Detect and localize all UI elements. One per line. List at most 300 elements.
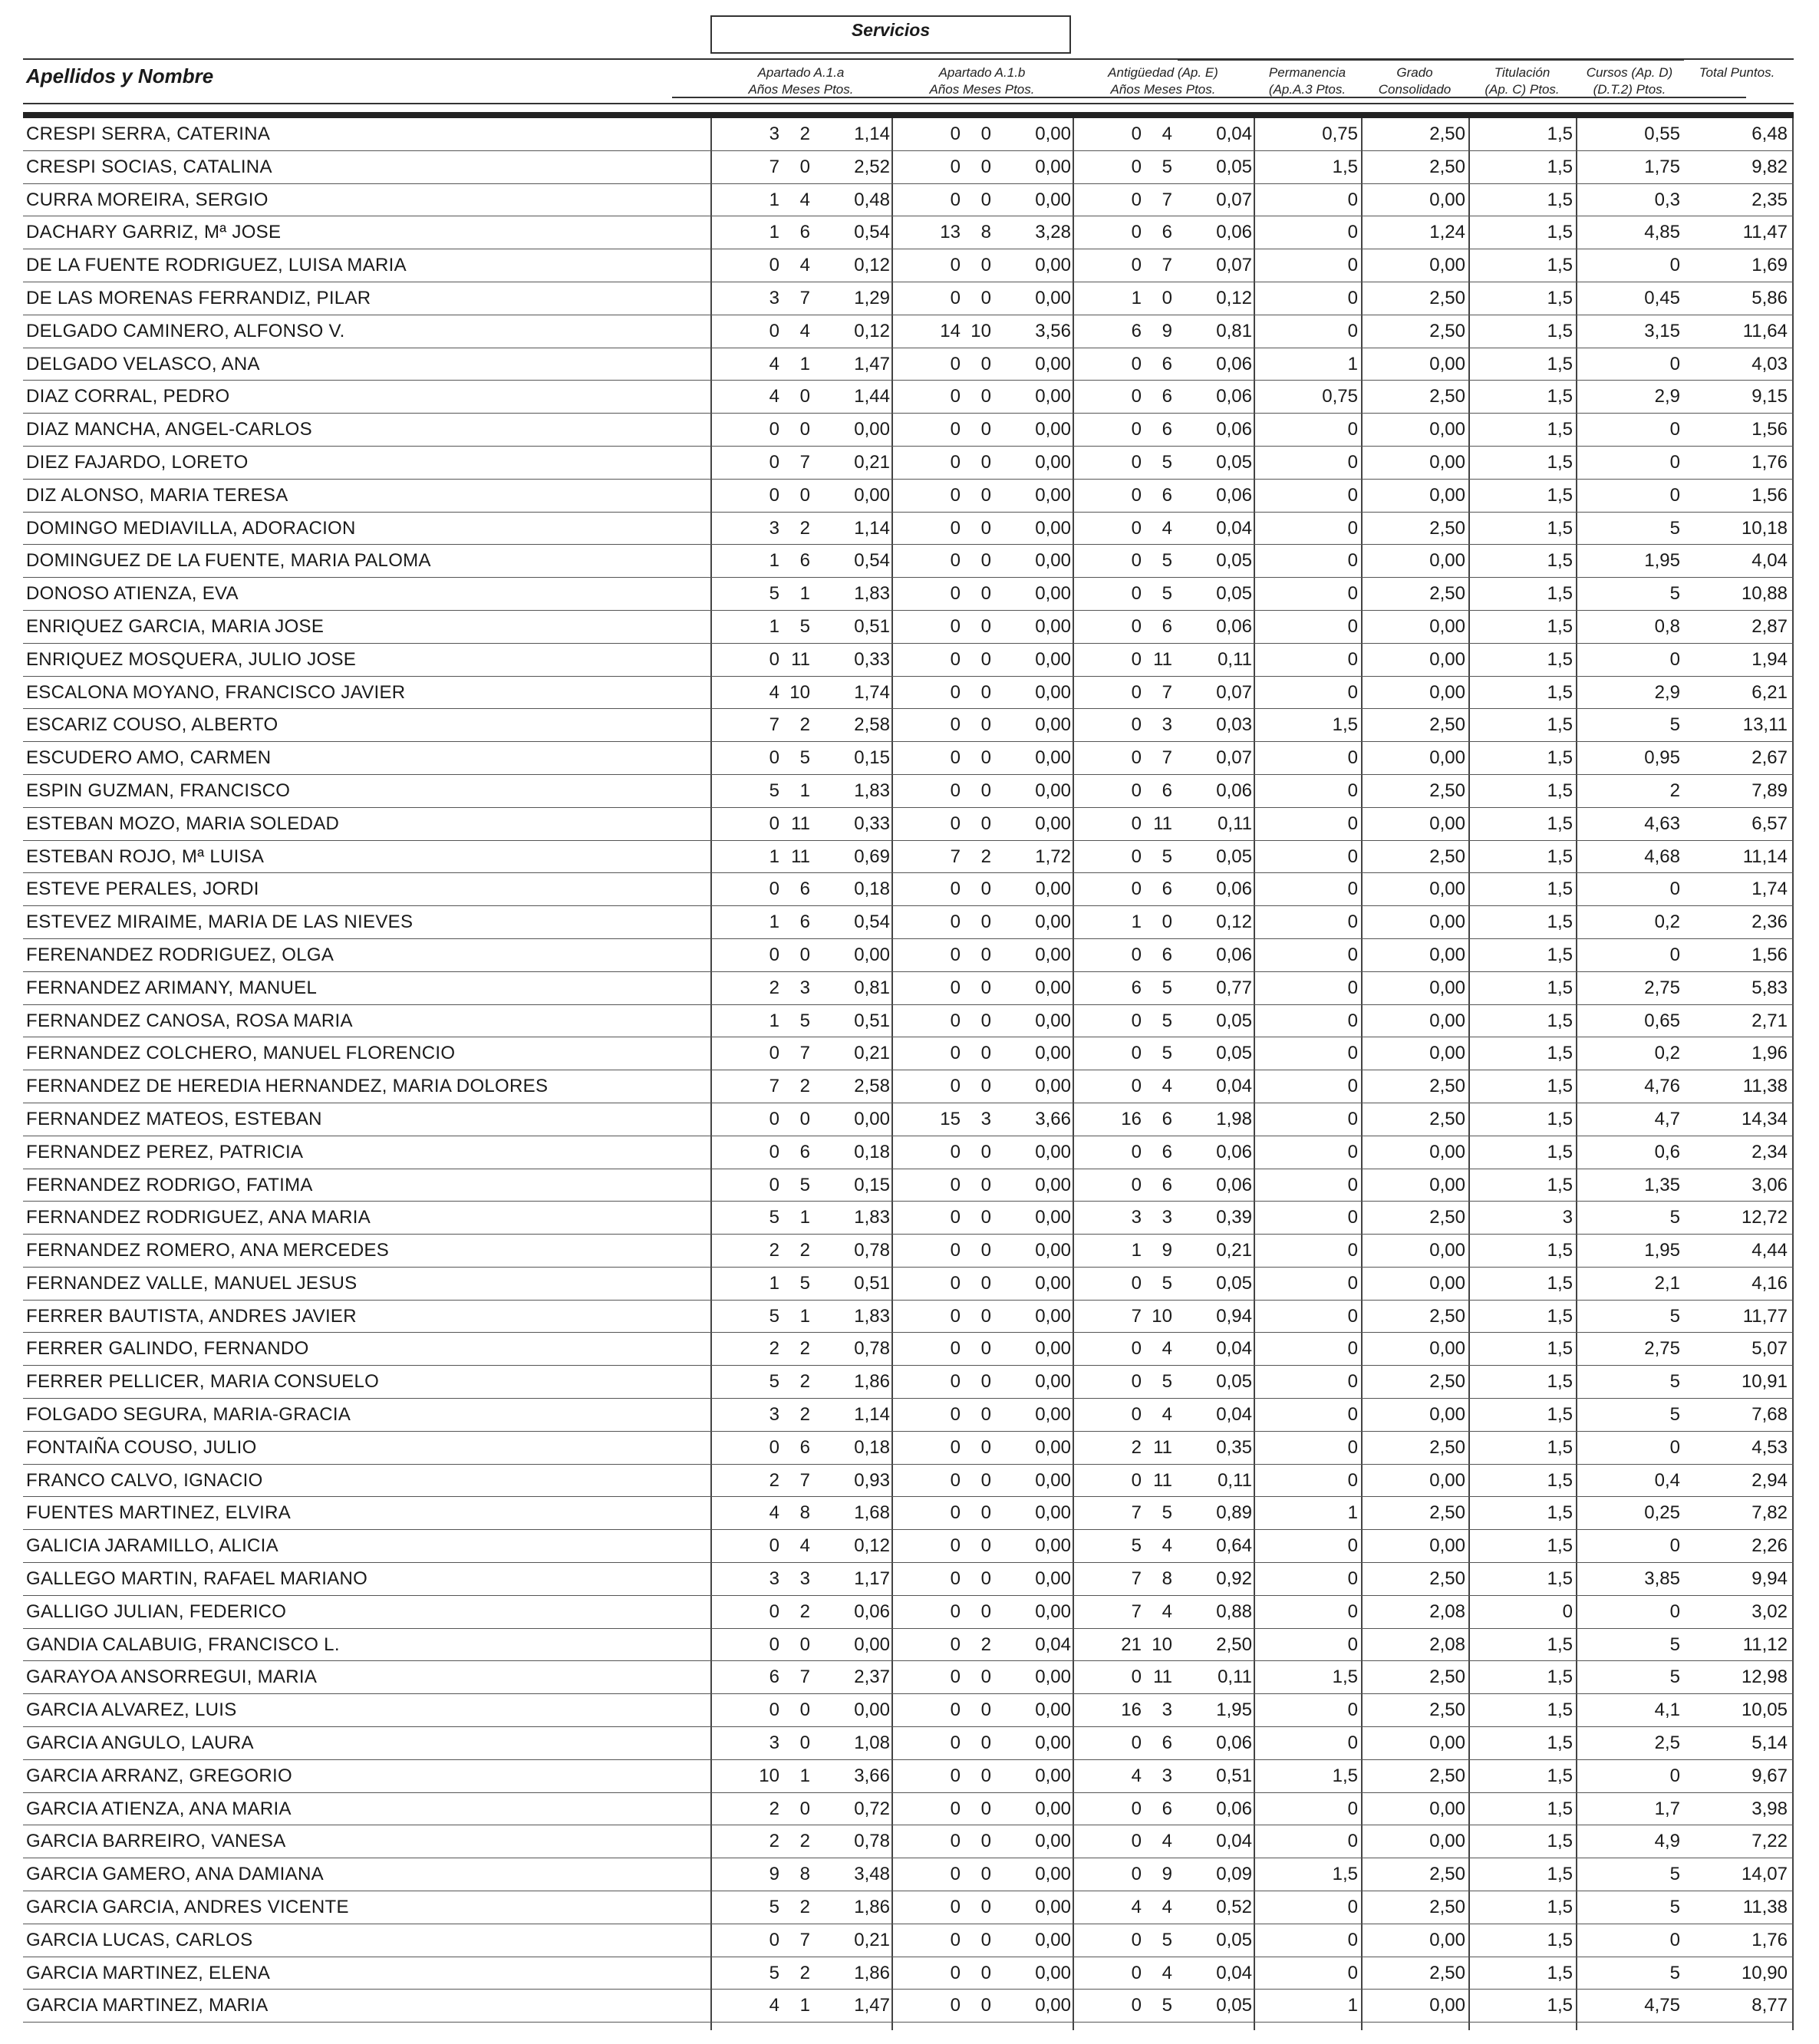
cell-total-puntos: 1,56 — [1751, 419, 1788, 440]
cell-a1b-ptos: 3,66 — [1035, 1108, 1071, 1129]
cell-a1a-ptos: 1,68 — [854, 1502, 890, 1524]
cell-titulacion-ptos: 1,5 — [1547, 1240, 1573, 1261]
table-row — [23, 1366, 1794, 1399]
cell-a1b-anos: 0 — [950, 681, 961, 703]
cell-permanencia-ptos: 0 — [1347, 1141, 1358, 1162]
table-row — [23, 709, 1794, 742]
cell-a1a-ptos: 0,54 — [854, 222, 890, 243]
cell-nombre: DELGADO CAMINERO, ALFONSO V. — [26, 320, 345, 341]
cell-antiguedad-meses: 9 — [1162, 1864, 1172, 1885]
cell-total-puntos: 11,77 — [1742, 1305, 1788, 1327]
cell-nombre: GARCIA GAMERO, ANA DAMIANA — [26, 1864, 324, 1885]
cell-grado-consolidado: 2,50 — [1429, 1568, 1465, 1590]
cell-titulacion-ptos: 1,5 — [1547, 846, 1573, 867]
cell-cursos-ptos: 4,9 — [1654, 1831, 1680, 1852]
cell-total-puntos: 12,72 — [1741, 1207, 1788, 1228]
cell-permanencia-ptos: 0 — [1347, 1371, 1358, 1393]
cell-total-puntos: 9,94 — [1751, 1568, 1788, 1590]
cell-total-puntos: 1,96 — [1751, 1043, 1788, 1064]
cell-a1a-anos: 7 — [769, 156, 779, 177]
cell-a1b-anos: 0 — [950, 484, 961, 506]
cell-a1b-meses: 0 — [980, 1601, 991, 1622]
cell-a1b-meses: 0 — [980, 1864, 991, 1885]
cell-a1a-meses: 4 — [799, 320, 810, 341]
cell-titulacion-ptos: 1,5 — [1547, 550, 1573, 572]
cell-titulacion-ptos: 1,5 — [1547, 255, 1573, 276]
cell-a1b-anos: 0 — [950, 977, 961, 998]
cell-permanencia-ptos: 0 — [1347, 287, 1358, 308]
cell-a1a-meses: 0 — [799, 1634, 810, 1655]
cell-total-puntos: 9,15 — [1751, 386, 1788, 407]
cell-a1a-ptos: 2,52 — [854, 156, 890, 177]
cell-a1b-meses: 0 — [980, 517, 991, 539]
cell-antiguedad-anos: 7 — [1131, 1601, 1142, 1622]
cell-antiguedad-anos: 0 — [1131, 1962, 1142, 1983]
cell-a1b-anos: 0 — [950, 156, 961, 177]
cell-nombre: DE LA FUENTE RODRIGUEZ, LUISA MARIA — [26, 255, 407, 276]
cell-nombre: GARCIA ALVAREZ, LUIS — [26, 1699, 237, 1721]
cell-a1a-anos: 0 — [769, 1141, 779, 1162]
cell-a1b-anos: 0 — [950, 1141, 961, 1162]
cell-total-puntos: 2,36 — [1751, 912, 1788, 933]
cell-a1b-ptos: 0,00 — [1035, 189, 1071, 210]
cell-titulacion-ptos: 1,5 — [1547, 1568, 1573, 1590]
cell-a1b-meses: 0 — [980, 156, 991, 177]
cell-permanencia-ptos: 0 — [1347, 1798, 1358, 1819]
cell-grado-consolidado: 2,50 — [1429, 1305, 1465, 1327]
cell-a1b-ptos: 0,00 — [1035, 156, 1071, 177]
cell-a1a-ptos: 0,51 — [854, 1010, 890, 1031]
cell-titulacion-ptos: 1,5 — [1547, 1272, 1573, 1294]
cell-a1b-meses: 0 — [980, 1043, 991, 1064]
cell-permanencia-ptos: 0 — [1347, 780, 1358, 801]
cell-nombre: FERRER PELLICER, MARIA CONSUELO — [26, 1371, 380, 1393]
cell-antiguedad-ptos: 0,07 — [1216, 747, 1252, 769]
cell-a1a-meses: 0 — [799, 156, 810, 177]
cell-a1a-anos: 5 — [769, 1207, 779, 1228]
cell-antiguedad-meses: 4 — [1162, 1601, 1172, 1622]
cell-antiguedad-ptos: 0,11 — [1218, 813, 1252, 834]
cell-permanencia-ptos: 0 — [1347, 1634, 1358, 1655]
cell-a1a-meses: 0 — [799, 419, 810, 440]
cell-nombre: DOMINGUEZ DE LA FUENTE, MARIA PALOMA — [26, 550, 431, 572]
cell-a1a-ptos: 0,18 — [854, 1436, 890, 1458]
cell-a1b-meses: 0 — [980, 1469, 991, 1491]
cell-titulacion-ptos: 1,5 — [1547, 1141, 1573, 1162]
cell-permanencia-ptos: 0 — [1347, 1962, 1358, 1983]
cell-a1a-meses: 11 — [791, 846, 810, 867]
cell-antiguedad-anos: 0 — [1131, 1076, 1142, 1097]
cell-permanencia-ptos: 0 — [1347, 419, 1358, 440]
cell-a1a-ptos: 1,29 — [854, 287, 890, 308]
cell-a1b-ptos: 0,00 — [1035, 1404, 1071, 1426]
cell-antiguedad-anos: 0 — [1131, 1798, 1142, 1819]
cell-nombre: FERNANDEZ COLCHERO, MANUEL FLORENCIO — [26, 1043, 456, 1064]
cell-antiguedad-meses: 7 — [1162, 747, 1172, 769]
cell-grado-consolidado: 0,00 — [1429, 879, 1465, 900]
cell-titulacion-ptos: 1,5 — [1547, 1043, 1573, 1064]
cell-permanencia-ptos: 1,5 — [1332, 1667, 1358, 1688]
cell-antiguedad-ptos: 0,05 — [1216, 1371, 1252, 1393]
table-row — [23, 1825, 1794, 1858]
cell-permanencia-ptos: 0 — [1347, 977, 1358, 998]
cell-a1b-anos: 0 — [950, 1207, 961, 1228]
cell-total-puntos: 7,22 — [1751, 1831, 1788, 1852]
cell-grado-consolidado: 2,50 — [1429, 156, 1465, 177]
cell-a1a-meses: 1 — [799, 1765, 810, 1786]
cell-total-puntos: 2,87 — [1751, 615, 1788, 637]
cell-a1a-meses: 2 — [799, 1338, 810, 1360]
cell-cursos-ptos: 2,9 — [1654, 681, 1680, 703]
cell-antiguedad-ptos: 0,07 — [1216, 255, 1252, 276]
cell-a1b-anos: 0 — [950, 1568, 961, 1590]
cell-antiguedad-anos: 0 — [1131, 747, 1142, 769]
cell-a1a-meses: 3 — [799, 1568, 810, 1590]
cell-permanencia-ptos: 0 — [1347, 1535, 1358, 1557]
cell-nombre: FERNANDEZ PEREZ, PATRICIA — [26, 1141, 304, 1162]
cell-nombre: GALLEGO MARTIN, RAFAEL MARIANO — [26, 1568, 368, 1590]
cell-a1a-anos: 1 — [769, 1272, 779, 1294]
cell-a1a-anos: 0 — [769, 1436, 779, 1458]
cell-antiguedad-meses: 9 — [1162, 1240, 1172, 1261]
cell-grado-consolidado: 0,00 — [1429, 648, 1465, 670]
cell-permanencia-ptos: 0 — [1347, 1338, 1358, 1360]
cell-a1a-meses: 1 — [799, 1207, 810, 1228]
cell-a1a-ptos: 1,74 — [854, 681, 890, 703]
cell-permanencia-ptos: 0 — [1347, 320, 1358, 341]
cell-a1a-meses: 2 — [799, 1962, 810, 1983]
cell-total-puntos: 11,64 — [1742, 320, 1788, 341]
cell-total-puntos: 11,38 — [1742, 1076, 1788, 1097]
cell-a1b-ptos: 0,00 — [1035, 1765, 1071, 1786]
cell-titulacion-ptos: 1,5 — [1547, 1962, 1573, 1983]
cell-nombre: FERNANDEZ RODRIGUEZ, ANA MARIA — [26, 1207, 371, 1228]
cell-a1b-meses: 3 — [980, 1108, 991, 1129]
cell-a1a-anos: 2 — [769, 1338, 779, 1360]
cell-nombre: ENRIQUEZ MOSQUERA, JULIO JOSE — [26, 648, 357, 670]
cell-a1b-ptos: 0,04 — [1035, 1634, 1071, 1655]
cell-a1b-meses: 0 — [980, 681, 991, 703]
cell-titulacion-ptos: 1,5 — [1547, 1798, 1573, 1819]
cell-a1b-ptos: 0,00 — [1035, 1864, 1071, 1885]
cell-a1a-ptos: 0,51 — [854, 615, 890, 637]
cell-a1b-ptos: 0,00 — [1035, 813, 1071, 834]
column-header-a1b: Apartado A.1.b Años Meses Ptos. — [929, 65, 1035, 97]
cell-a1b-ptos: 0,00 — [1035, 1732, 1071, 1754]
cell-a1a-ptos: 0,12 — [854, 1535, 890, 1557]
cell-nombre: DOMINGO MEDIAVILLA, ADORACION — [26, 517, 356, 539]
cell-titulacion-ptos: 1,5 — [1547, 615, 1573, 637]
cell-titulacion-ptos: 1,5 — [1547, 1305, 1573, 1327]
cell-a1b-anos: 0 — [950, 517, 961, 539]
cell-a1b-anos: 0 — [950, 912, 961, 933]
cell-antiguedad-ptos: 0,09 — [1216, 1864, 1252, 1885]
cell-antiguedad-ptos: 0,05 — [1216, 1010, 1252, 1031]
cell-grado-consolidado: 2,50 — [1429, 1108, 1465, 1129]
cell-antiguedad-ptos: 0,12 — [1216, 912, 1252, 933]
cell-a1b-anos: 0 — [950, 1010, 961, 1031]
cell-a1a-anos: 7 — [769, 714, 779, 736]
cell-total-puntos: 10,05 — [1741, 1699, 1788, 1721]
cell-a1b-meses: 0 — [980, 1568, 991, 1590]
cell-antiguedad-meses: 3 — [1162, 1699, 1172, 1721]
cell-a1b-meses: 0 — [980, 386, 991, 407]
cell-a1b-meses: 0 — [980, 714, 991, 736]
cell-a1b-ptos: 1,72 — [1035, 846, 1071, 867]
cell-a1a-ptos: 0,48 — [854, 189, 890, 210]
table-row — [23, 1694, 1794, 1727]
cell-antiguedad-ptos: 0,06 — [1216, 386, 1252, 407]
cell-antiguedad-anos: 0 — [1131, 156, 1142, 177]
cell-a1b-meses: 0 — [980, 1995, 991, 2016]
cell-total-puntos: 2,71 — [1751, 1010, 1788, 1031]
cell-titulacion-ptos: 1,5 — [1547, 1831, 1573, 1852]
cell-grado-consolidado: 2,50 — [1429, 287, 1465, 308]
table-row — [23, 808, 1794, 841]
cell-a1a-ptos: 1,14 — [854, 517, 890, 539]
table-row — [23, 1103, 1794, 1136]
cell-antiguedad-anos: 0 — [1131, 550, 1142, 572]
cell-cursos-ptos: 5 — [1669, 1634, 1680, 1655]
cell-a1a-anos: 0 — [769, 1535, 779, 1557]
cell-antiguedad-ptos: 0,11 — [1218, 1469, 1252, 1491]
cell-total-puntos: 11,38 — [1742, 1897, 1788, 1918]
cell-a1b-ptos: 0,00 — [1035, 124, 1071, 144]
cell-grado-consolidado: 0,00 — [1429, 1732, 1465, 1754]
cell-nombre: DIEZ FAJARDO, LORETO — [26, 451, 249, 473]
cell-a1a-ptos: 0,33 — [854, 648, 890, 670]
cell-a1a-ptos: 0,21 — [854, 451, 890, 473]
cell-a1a-ptos: 0,69 — [854, 846, 890, 867]
cell-total-puntos: 3,06 — [1751, 1174, 1788, 1195]
cell-total-puntos: 10,91 — [1741, 1371, 1788, 1393]
cell-nombre: DONOSO ATIENZA, EVA — [26, 583, 239, 605]
cell-a1a-ptos: 0,00 — [854, 944, 890, 965]
cell-a1b-ptos: 0,00 — [1035, 287, 1071, 308]
cell-a1b-ptos: 3,28 — [1035, 222, 1071, 243]
table-row — [23, 1629, 1794, 1662]
cell-cursos-ptos: 0,6 — [1654, 1141, 1680, 1162]
cell-nombre: ESCARIZ COUSO, ALBERTO — [26, 714, 278, 736]
cell-permanencia-ptos: 0 — [1347, 846, 1358, 867]
cell-a1a-ptos: 1,83 — [854, 780, 890, 801]
cell-antiguedad-anos: 0 — [1131, 255, 1142, 276]
cell-a1a-anos: 0 — [769, 419, 779, 440]
cell-a1a-anos: 7 — [769, 1076, 779, 1097]
cell-a1a-ptos: 0,33 — [854, 813, 890, 834]
table-row — [23, 1563, 1794, 1596]
cell-antiguedad-meses: 6 — [1162, 353, 1172, 374]
cell-a1a-ptos: 3,66 — [854, 1765, 890, 1786]
cell-a1b-anos: 0 — [950, 255, 961, 276]
cell-grado-consolidado: 0,00 — [1429, 1995, 1465, 2016]
cell-total-puntos: 5,07 — [1751, 1338, 1788, 1360]
cell-grado-consolidado: 2,50 — [1429, 124, 1465, 144]
cell-permanencia-ptos: 0 — [1347, 451, 1358, 473]
cell-titulacion-ptos: 1,5 — [1547, 1897, 1573, 1918]
cell-antiguedad-meses: 8 — [1162, 1568, 1172, 1590]
cell-antiguedad-meses: 6 — [1162, 1798, 1172, 1819]
cell-antiguedad-ptos: 0,06 — [1216, 1798, 1252, 1819]
cell-antiguedad-anos: 0 — [1131, 124, 1142, 144]
cell-antiguedad-anos: 0 — [1131, 517, 1142, 539]
table-row — [23, 480, 1794, 513]
cell-a1b-meses: 0 — [980, 1404, 991, 1426]
cell-permanencia-ptos: 1 — [1347, 353, 1358, 374]
cell-a1b-ptos: 0,00 — [1035, 484, 1071, 506]
cell-a1b-ptos: 0,00 — [1035, 1240, 1071, 1261]
cell-cursos-ptos: 2 — [1669, 780, 1680, 801]
cell-a1a-meses: 4 — [799, 1535, 810, 1557]
cell-total-puntos: 12,98 — [1741, 1667, 1788, 1688]
cell-antiguedad-meses: 11 — [1153, 648, 1172, 670]
cell-grado-consolidado: 2,50 — [1429, 1699, 1465, 1721]
cell-total-puntos: 1,56 — [1751, 944, 1788, 965]
cell-a1b-ptos: 0,00 — [1035, 1010, 1071, 1031]
cell-a1b-meses: 8 — [980, 222, 991, 243]
cell-titulacion-ptos: 1,5 — [1547, 1864, 1573, 1885]
cell-grado-consolidado: 0,00 — [1429, 1174, 1465, 1195]
cell-a1b-ptos: 0,00 — [1035, 1469, 1071, 1491]
cell-permanencia-ptos: 0 — [1347, 615, 1358, 637]
cell-a1b-ptos: 0,00 — [1035, 353, 1071, 374]
cell-grado-consolidado: 2,50 — [1429, 714, 1465, 736]
cell-titulacion-ptos: 1,5 — [1547, 1634, 1573, 1655]
cell-total-puntos: 14,07 — [1741, 1864, 1788, 1885]
cell-antiguedad-anos: 0 — [1131, 451, 1142, 473]
table-row — [23, 1990, 1794, 2023]
cell-permanencia-ptos: 1 — [1347, 1995, 1358, 2016]
cell-a1b-meses: 0 — [980, 615, 991, 637]
cell-a1a-meses: 2 — [799, 1076, 810, 1097]
cell-cursos-ptos: 4,68 — [1644, 846, 1680, 867]
cell-a1b-meses: 0 — [980, 287, 991, 308]
cell-cursos-ptos: 0,25 — [1644, 1502, 1680, 1524]
cell-a1b-meses: 0 — [980, 583, 991, 605]
cell-antiguedad-anos: 0 — [1131, 846, 1142, 867]
cell-a1a-ptos: 0,72 — [854, 1798, 890, 1819]
cell-cursos-ptos: 2,9 — [1654, 386, 1680, 407]
cell-a1a-anos: 4 — [769, 353, 779, 374]
cell-antiguedad-anos: 0 — [1131, 222, 1142, 243]
cell-grado-consolidado: 2,50 — [1429, 583, 1465, 605]
cell-nombre: FERNANDEZ VALLE, MANUEL JESUS — [26, 1272, 358, 1294]
cell-a1b-ptos: 0,00 — [1035, 1338, 1071, 1360]
cell-grado-consolidado: 0,00 — [1429, 813, 1465, 834]
cell-a1a-meses: 10 — [789, 681, 810, 703]
cell-cursos-ptos: 0 — [1669, 1535, 1680, 1557]
cell-antiguedad-ptos: 0,05 — [1216, 1043, 1252, 1064]
cell-a1a-anos: 1 — [769, 1010, 779, 1031]
cell-antiguedad-anos: 0 — [1131, 648, 1142, 670]
cell-titulacion-ptos: 1,5 — [1547, 320, 1573, 341]
cell-grado-consolidado: 0,00 — [1429, 1240, 1465, 1261]
cell-grado-consolidado: 0,00 — [1429, 944, 1465, 965]
cell-a1a-anos: 5 — [769, 1897, 779, 1918]
cell-a1a-anos: 2 — [769, 1798, 779, 1819]
cell-antiguedad-ptos: 0,11 — [1218, 648, 1252, 670]
cell-nombre: FERNANDEZ DE HEREDIA HERNANDEZ, MARIA DOLORES — [26, 1076, 549, 1097]
cell-nombre: ESTEVEZ MIRAIME, MARIA DE LAS NIEVES — [26, 912, 414, 933]
cell-antiguedad-meses: 5 — [1162, 1010, 1172, 1031]
cell-permanencia-ptos: 0 — [1347, 1469, 1358, 1491]
cell-a1a-ptos: 2,58 — [854, 714, 890, 736]
cell-grado-consolidado: 0,00 — [1429, 1469, 1465, 1491]
cell-permanencia-ptos: 0 — [1347, 1305, 1358, 1327]
cell-cursos-ptos: 5 — [1669, 714, 1680, 736]
cell-antiguedad-ptos: 0,92 — [1216, 1568, 1252, 1590]
cell-a1a-ptos: 1,47 — [854, 353, 890, 374]
cell-a1a-meses: 2 — [799, 517, 810, 539]
cell-antiguedad-anos: 0 — [1131, 353, 1142, 374]
cell-cursos-ptos: 0,95 — [1644, 747, 1680, 769]
cell-titulacion-ptos: 1,5 — [1547, 780, 1573, 801]
table-row — [23, 348, 1794, 381]
cell-grado-consolidado: 2,50 — [1429, 517, 1465, 539]
cell-antiguedad-meses: 5 — [1162, 1995, 1172, 2016]
cell-antiguedad-meses: 6 — [1162, 879, 1172, 900]
cell-permanencia-ptos: 0 — [1347, 1240, 1358, 1261]
cell-a1a-ptos: 0,21 — [854, 1043, 890, 1064]
cell-a1b-anos: 0 — [950, 1995, 961, 2016]
cell-grado-consolidado: 2,50 — [1429, 1436, 1465, 1458]
cell-permanencia-ptos: 0 — [1347, 484, 1358, 506]
cell-total-puntos: 7,89 — [1751, 780, 1788, 801]
cell-antiguedad-ptos: 0,06 — [1216, 222, 1252, 243]
cell-antiguedad-meses: 6 — [1162, 386, 1172, 407]
cell-antiguedad-ptos: 0,04 — [1216, 517, 1252, 539]
cell-antiguedad-anos: 0 — [1131, 1272, 1142, 1294]
cell-antiguedad-meses: 5 — [1162, 583, 1172, 605]
cell-a1a-ptos: 1,83 — [854, 1305, 890, 1327]
cell-a1a-meses: 4 — [799, 255, 810, 276]
cell-permanencia-ptos: 1,5 — [1332, 1765, 1358, 1786]
cell-antiguedad-meses: 7 — [1162, 681, 1172, 703]
table-row — [23, 1858, 1794, 1891]
cell-a1a-anos: 0 — [769, 1174, 779, 1195]
cell-a1a-ptos: 0,00 — [854, 419, 890, 440]
cell-a1a-meses: 0 — [799, 484, 810, 506]
cell-titulacion-ptos: 1,5 — [1547, 222, 1573, 243]
cell-a1b-meses: 0 — [980, 1699, 991, 1721]
cell-cursos-ptos: 2,1 — [1654, 1272, 1680, 1294]
cell-antiguedad-meses: 5 — [1162, 451, 1172, 473]
cell-antiguedad-anos: 0 — [1131, 1831, 1142, 1852]
table-row — [23, 1037, 1794, 1070]
cell-a1b-anos: 13 — [940, 222, 961, 243]
cell-antiguedad-meses: 11 — [1153, 1469, 1172, 1491]
cell-total-puntos: 2,34 — [1751, 1141, 1788, 1162]
cell-a1a-anos: 4 — [769, 681, 779, 703]
cell-cursos-ptos: 0 — [1669, 648, 1680, 670]
cell-a1a-anos: 3 — [769, 124, 779, 144]
cell-a1b-meses: 0 — [980, 189, 991, 210]
cell-total-puntos: 1,74 — [1751, 879, 1788, 900]
cell-nombre: DIAZ MANCHA, ANGEL-CARLOS — [26, 419, 312, 440]
cell-permanencia-ptos: 0 — [1347, 813, 1358, 834]
cell-permanencia-ptos: 0,75 — [1322, 124, 1358, 144]
cell-a1b-meses: 0 — [980, 1240, 991, 1261]
cell-nombre: FERRER BAUTISTA, ANDRES JAVIER — [26, 1305, 357, 1327]
cell-cursos-ptos: 0 — [1669, 1601, 1680, 1622]
cell-grado-consolidado: 0,00 — [1429, 550, 1465, 572]
cell-grado-consolidado: 0,00 — [1429, 1798, 1465, 1819]
cell-a1a-anos: 5 — [769, 583, 779, 605]
cell-antiguedad-anos: 0 — [1131, 1174, 1142, 1195]
cell-cursos-ptos: 5 — [1669, 1305, 1680, 1327]
cell-a1a-ptos: 0,12 — [854, 255, 890, 276]
cell-grado-consolidado: 2,50 — [1429, 1667, 1465, 1688]
